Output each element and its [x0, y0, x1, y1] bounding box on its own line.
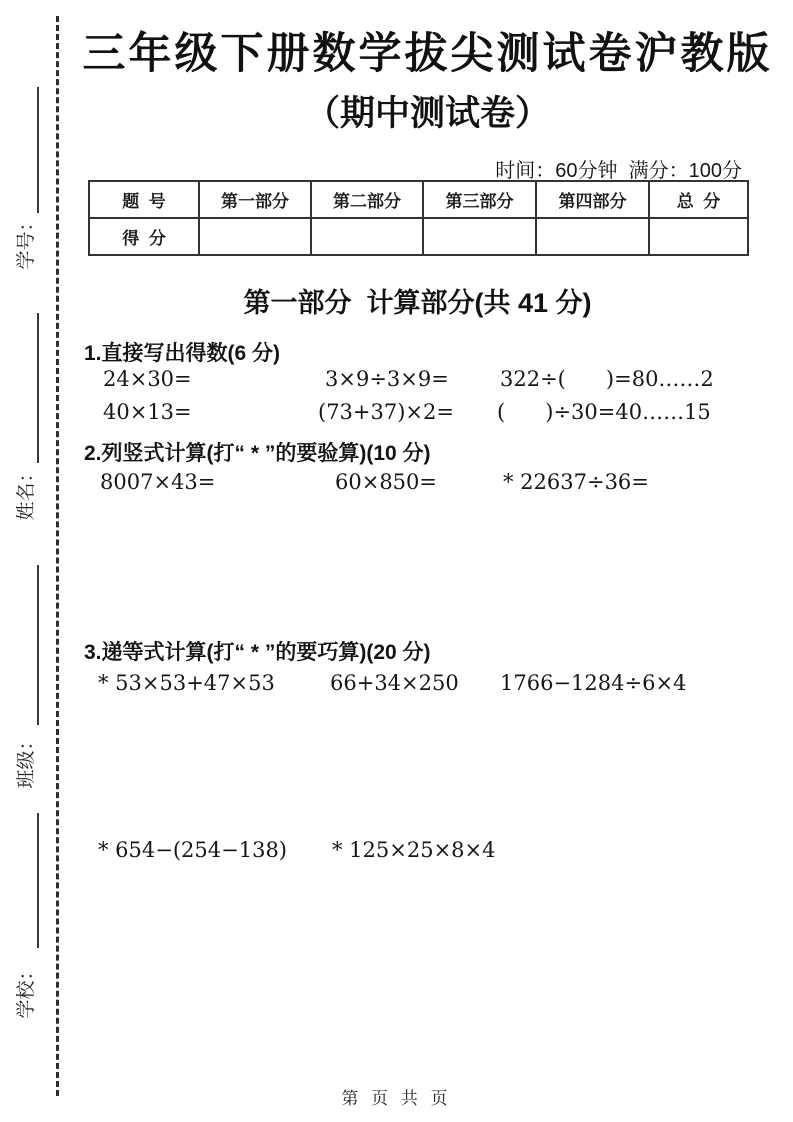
question-2-label: 2.列竖式计算(打“ * ”的要验算)(10 分) — [84, 442, 431, 465]
q3-expression-5: * 125×25×8×4 — [332, 838, 496, 862]
student-id-fill-line — [37, 87, 39, 213]
q1-expression-3: 322÷( )=80……2 — [500, 367, 714, 391]
header-part-2: 第二部分 — [311, 181, 423, 218]
name-fill-line — [37, 313, 39, 463]
score-table-header-row — [89, 181, 748, 218]
q2-expression-2: 60×850= — [335, 470, 437, 494]
school-fill-line — [37, 813, 39, 948]
header-part-1: 第一部分 — [199, 181, 311, 218]
question-3-label: 3.递等式计算(打“ * ”的要巧算)(20 分) — [84, 641, 431, 664]
q1-expression-1: 24×30= — [103, 367, 192, 391]
q1-expression-4: 40×13= — [103, 400, 192, 424]
page-footer: 第 页 共 页 — [341, 1089, 452, 1108]
score-entry-cell — [649, 218, 748, 255]
score-row-label: 得 分 — [89, 218, 199, 255]
section-1-heading: 第一部分 计算部分(共 41 分) — [243, 288, 592, 318]
question-1-label: 1.直接写出得数(6 分) — [84, 342, 281, 365]
q1-expression-2: 3×9÷3×9= — [325, 367, 449, 391]
q3-expression-1: * 53×53+47×53 — [98, 671, 275, 695]
time-score-info: 时间：60分钟 满分：100分 — [495, 160, 742, 182]
header-total: 总 分 — [649, 181, 748, 218]
score-table-score-row — [89, 218, 748, 255]
header-part-3: 第三部分 — [423, 181, 536, 218]
header-part-4: 第四部分 — [536, 181, 649, 218]
page-subtitle: （期中测试卷） — [304, 94, 550, 133]
q1-expression-6: ( )÷30=40……15 — [497, 400, 711, 424]
school-label: 学校： — [16, 961, 37, 1019]
q2-expression-3: * 22637÷36= — [503, 470, 649, 494]
class-fill-line — [37, 565, 39, 725]
score-table — [88, 180, 749, 256]
q2-expression-1: 8007×43= — [100, 470, 216, 494]
score-entry-cell — [536, 218, 649, 255]
score-entry-cell — [423, 218, 536, 255]
student-id-label: 学号： — [16, 212, 37, 270]
header-question-number: 题 号 — [89, 181, 199, 218]
q3-expression-4: * 654−(254−138) — [98, 838, 287, 862]
class-label: 班级： — [16, 731, 37, 789]
q1-expression-5: (73+37)×2= — [318, 400, 454, 424]
name-label: 姓名： — [16, 463, 37, 521]
q3-expression-2: 66+34×250 — [330, 671, 459, 695]
score-entry-cell — [311, 218, 423, 255]
q3-expression-3: 1766−1284÷6×4 — [500, 671, 687, 695]
page-title: 三年级下册数学拔尖测试卷沪教版 — [82, 30, 773, 78]
score-entry-cell — [199, 218, 311, 255]
